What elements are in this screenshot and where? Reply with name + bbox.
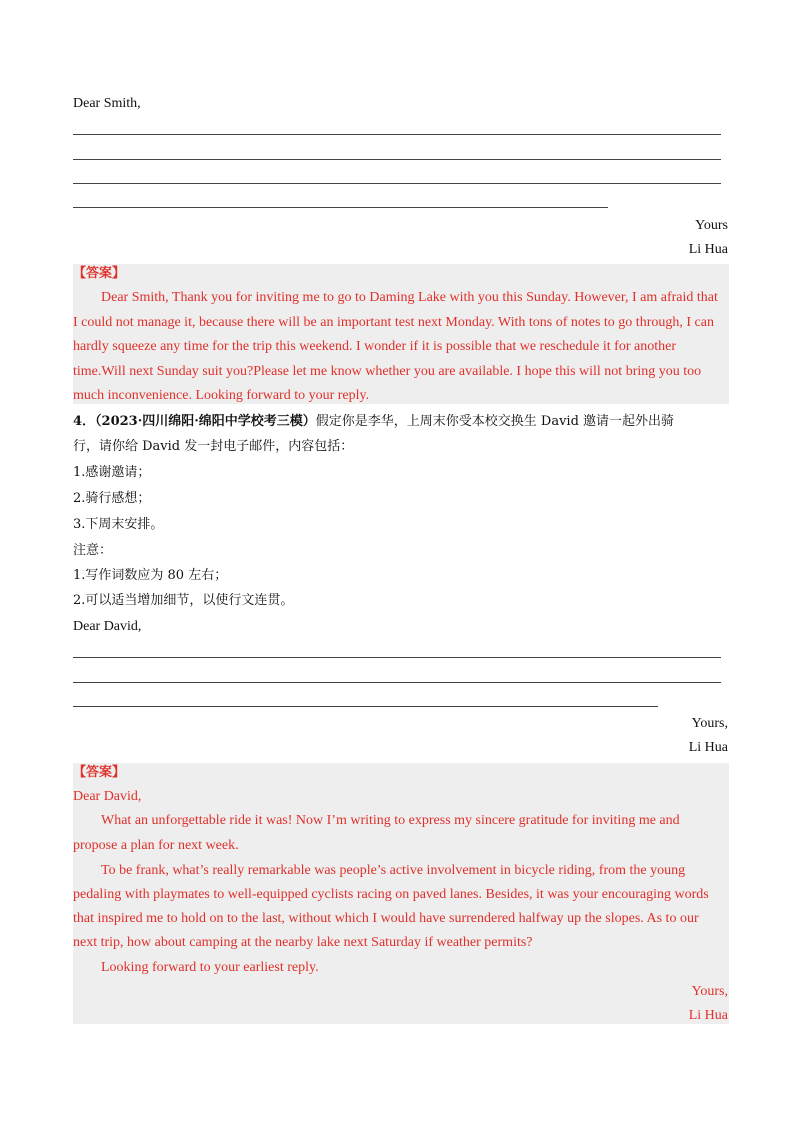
answer-signature: Li Hua xyxy=(688,1008,728,1023)
content-point: 1.感谢邀请； xyxy=(73,465,151,480)
question-prompt-cont: 行，请你给 David 发一封电子邮件，内容包括： xyxy=(73,439,354,454)
letter-closing: Yours xyxy=(695,218,728,233)
writing-line xyxy=(73,657,721,658)
note-item: 2.可以适当增加细节，以使行文连贯。 xyxy=(73,593,294,608)
answer-box xyxy=(73,264,729,404)
question-number: 4． xyxy=(73,414,96,429)
answer-salutation: Dear David, xyxy=(73,789,142,804)
question-prompt: 假定你是李华，上周末你受本校交换生 David 邀请一起外出骑 xyxy=(315,414,675,429)
note-item: 1.写作词数应为 80 左右； xyxy=(73,568,228,583)
writing-line xyxy=(73,159,721,160)
answer-text-line: Dear Smith, Thank you for inviting me to go to Daming Lake with you this Sunday. However, I am afraid that xyxy=(101,290,718,305)
note-label: 注意： xyxy=(73,543,113,558)
answer-text-line: next trip, how about camping at the nearby lake next Saturday if weather permits? xyxy=(73,935,533,950)
content-point: 3.下周末安排。 xyxy=(73,517,164,532)
answer-tag: 【答案】 xyxy=(73,765,126,780)
answer-text-line: pedaling with playmates to well-equipped cyclists racing on paved lanes. Besides, it was your encouraging words xyxy=(73,887,709,902)
letter-salutation: Dear Smith, xyxy=(73,96,141,111)
answer-text-line: I could not manage it, because there will be an important test next Monday. With tons of notes to go through, I can xyxy=(73,315,714,330)
answer-text-line: that inspired me to hold on to the last, without which I would have surrendered halfway up the slopes. As to our xyxy=(73,911,699,926)
question-source: （2023·四川绵阳·绵阳中学校考三模） xyxy=(95,414,316,429)
answer-text-line: What an unforgettable ride it was! Now I’m writing to express my sincere gratitude for inviting me and xyxy=(101,813,680,828)
answer-text-line: time.Will next Sunday suit you?Please let me know whether you are available. I hope this will not bring you too xyxy=(73,364,702,379)
answer-closing: Yours, xyxy=(691,984,728,999)
answer-text-line: To be frank, what’s really remarkable was people’s active involvement in bicycle riding, from the young xyxy=(101,863,686,878)
writing-line xyxy=(73,207,608,208)
writing-line xyxy=(73,682,721,683)
answer-text-line: Looking forward to your earliest reply. xyxy=(101,960,319,975)
letter-signature: Li Hua xyxy=(688,740,728,755)
writing-line xyxy=(73,183,721,184)
answer-text-line: propose a plan for next week. xyxy=(73,838,239,853)
answer-text-line: much inconvenience. Looking forward to your reply. xyxy=(73,388,370,403)
answer-text-line: hardly squeeze any time for the trip this weekend. I wonder if it is possible that we reschedule it for another xyxy=(73,339,676,354)
content-point: 2.骑行感想； xyxy=(73,491,151,506)
writing-line xyxy=(73,134,721,135)
answer-tag: 【答案】 xyxy=(73,266,126,281)
letter-salutation: Dear David, xyxy=(73,619,142,634)
question-4-heading xyxy=(73,412,674,432)
letter-closing: Yours, xyxy=(691,716,728,731)
letter-signature: Li Hua xyxy=(688,242,728,257)
writing-line xyxy=(73,706,658,707)
